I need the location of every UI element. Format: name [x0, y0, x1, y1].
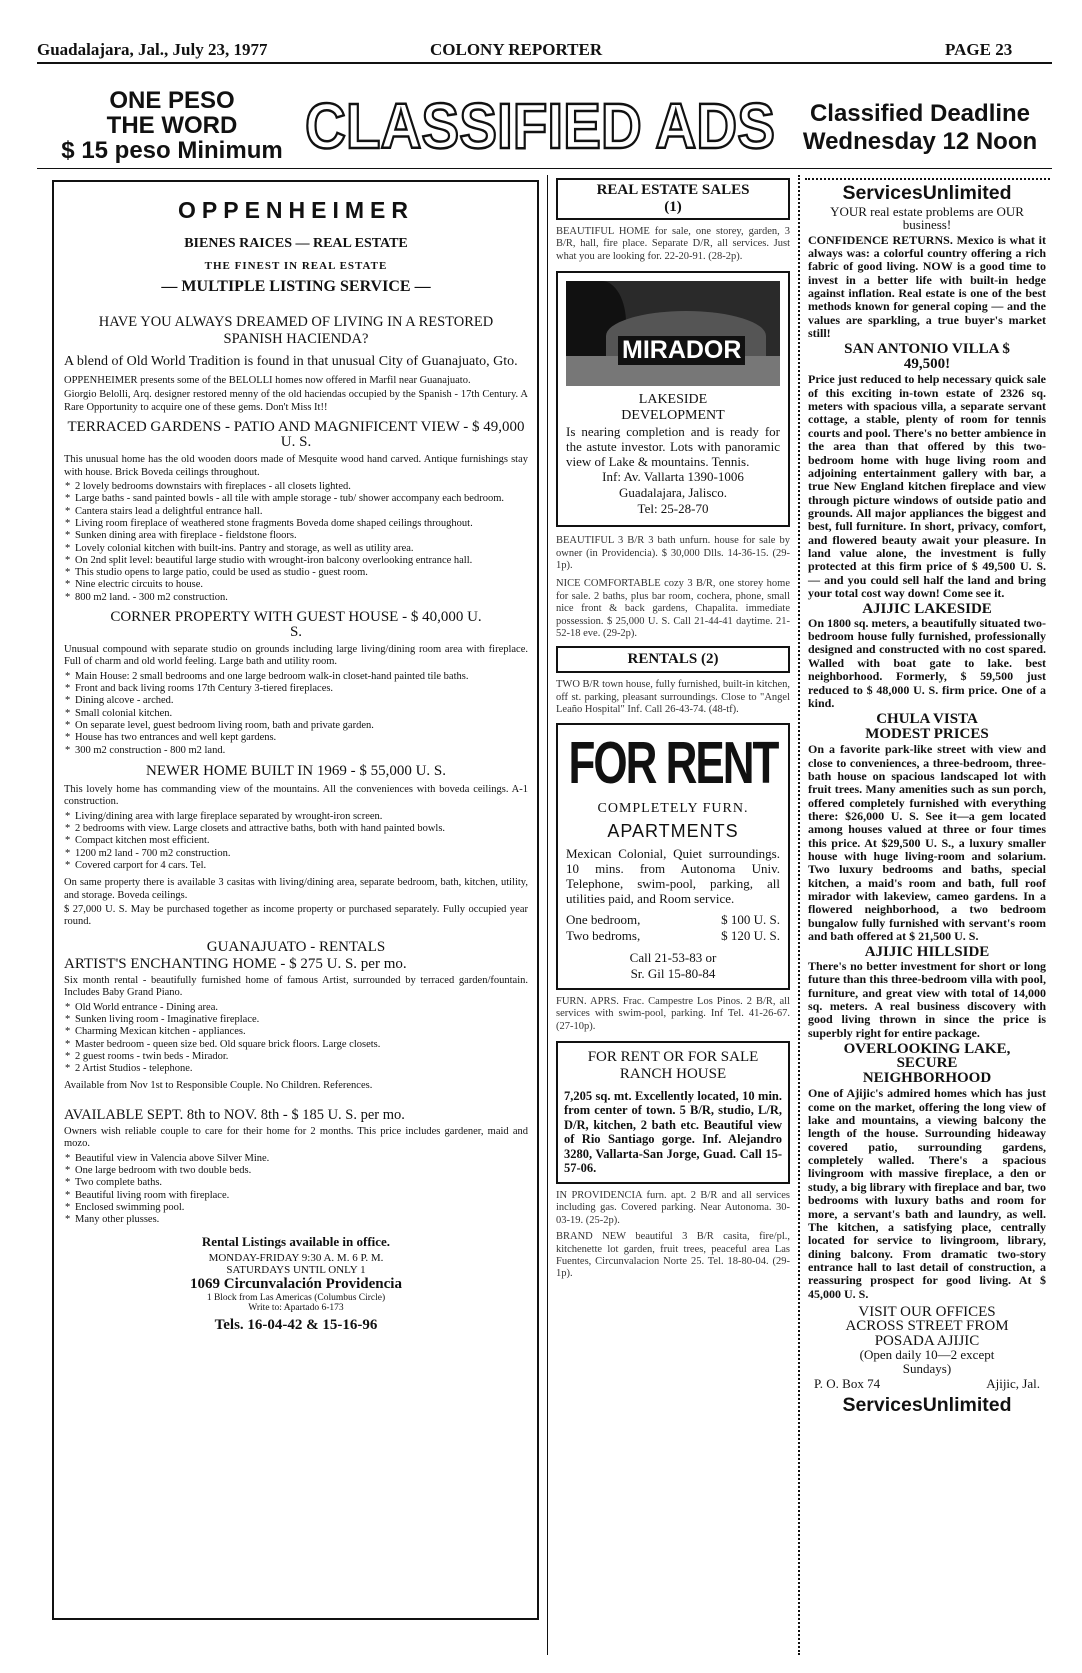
lakeside-text: Is nearing completion and is ready for the astute investor. Lots with panoramic view of Lake & mountains. Tennis. — [566, 424, 780, 470]
footer-line: SATURDAYS UNTIL ONLY 1 — [226, 1264, 366, 1277]
classified-ad: BEAUTIFUL 3 B/R 3 bath unfurn. house for sale by owner (in Providencia). $ 30,000 Dlls. 14-36-15. (29-1p). — [556, 535, 790, 572]
lakeside-city: Guadalajara, Jalisco. — [619, 485, 727, 501]
section-text: Unusual compound with separate studio on grounds including large living/dining room area with fireplace. Full of charm and old world feeling. Large bath and utility room. — [64, 644, 528, 668]
list-item: * Enclosed swimming pool. — [64, 1202, 528, 1214]
services-unlimited-ad — [808, 182, 1046, 1657]
list-item: * House has two entrances and well kept gardens. — [64, 732, 528, 744]
list-item: * Charming Mexican kitchen - appliances. — [64, 1026, 528, 1038]
classified-ad: BRAND NEW beautiful 3 B/R casita, fire/pl., kitchenette lot garden, fruit trees, peaceful area Las Fuentes, Circunvalacion Norte 25. Tel. 18-80-04. (29-1p). — [556, 1231, 790, 1280]
middle-column — [556, 178, 790, 1658]
oppenheimer-content — [64, 193, 528, 1613]
lakeside-subtitle: DEVELOPMENT — [621, 408, 725, 424]
oppenheimer-headline: HAVE YOU ALWAYS DREAMED OF LIVING IN A RESTORED SPANISH HACIENDA? — [98, 314, 494, 347]
footer-line: Rental Listings available in office. — [201, 1234, 391, 1250]
banner-right-line: Classified Deadline — [809, 100, 1031, 127]
for-rent-contact: Sr. Gil 15-80-84 — [630, 965, 716, 981]
oppenheimer-para: OPPENHEIMER presents some of the BELOLLI homes now offered in Marfil near Guanajuato. — [64, 375, 471, 386]
column-divider — [798, 175, 800, 1655]
ranch-house-ad — [556, 1041, 790, 1184]
footer-phones: Tels. 16-04-42 & 15-16-96 — [214, 1317, 378, 1334]
banner-title — [300, 88, 780, 162]
for-rent-title: FOR RENT — [568, 729, 778, 797]
section-text: On same property there is available 3 casitas with living/dining area, separate bedroom, bath, kitchen, utility, and storage. Boveda ceilings. — [64, 877, 528, 901]
list-item: * One large bedroom with two double beds. — [64, 1165, 528, 1177]
office-city: Ajijic, Jal. — [986, 1376, 1040, 1392]
list-item: * Nine electric circuits to house. — [64, 579, 528, 591]
for-rent-price-row — [566, 912, 780, 928]
banner-right — [780, 100, 1060, 156]
listing-text: On a favorite park-like street with view and close to conveniences, a three-bedroom, three-bath house on spacious landscaped lot with fruit trees. Many amenities such as sun porch, offered completely furnished with everything there: $26,000 U. S. See it—a gem located among houses valued at three or four times this price. At $29,500 U. S., a luxury smaller house with huge living-room and solarium. Two luxury bedrooms and baths, special kitchen, a maid's room and bath, full roof mirador with lakeview, cameo gardens. In a flowered neighborhood, a two bedroom bungalow fully furnished with servant's room and bath offered at $ 21,500 U. S. — [808, 742, 1046, 943]
list-item: * Dining alcove - arched. — [64, 695, 528, 707]
services-footer: ServicesUnlimited — [842, 1394, 1012, 1417]
banner-left-line: ONE PESO — [109, 87, 235, 114]
header-publication: COLONY REPORTER — [430, 40, 603, 59]
real-estate-heading — [556, 178, 790, 220]
section-title: GUANAJUATO - RENTALS — [206, 938, 386, 955]
header-rule — [37, 62, 1052, 64]
classified-ad: TWO B/R town house, fully furnished, built-in kitchen, off st. parking, pleasant surroundings. Close to "Angel Leaño Hospital" Inf. Call 26-43-74. (48-tf). — [556, 679, 790, 716]
services-tagline: YOUR real estate problems are OUR business! — [830, 204, 1024, 233]
section-text: Available from Nov 1st to Responsible Couple. No Children. References. — [64, 1080, 373, 1092]
column-divider — [547, 175, 548, 1655]
oppenheimer-line3: — MULTIPLE LISTING SERVICE — — [161, 278, 431, 295]
footer-line: Write to: Apartado 6-173 — [248, 1303, 344, 1314]
ranch-house-text: 7,205 sq. mt. Excellently located, 10 min. from center of town. 5 B/R, studio, L/R, D/R, kitchen, 2 bath etc. Beautiful view of Rio Santiago gorge. Inf. Alejandro 3280, Vallarta-San Jorge, Guad. Call 15-57-06. — [564, 1088, 782, 1176]
section-text: $ 27,000 U. S. May be purchased together as income property or purchased separately. Fully occupied year round. — [64, 904, 528, 928]
list-item: * Main House: 2 small bedrooms and one large bedroom walk-in closet-hand painted tile baths. — [64, 671, 528, 683]
list-item: * Sunken dining area with fireplace - fieldstone floors. — [64, 530, 528, 542]
real-estate-heading-number: (1) — [664, 199, 682, 215]
lakeside-address: Inf: Av. Vallarta 1390-1006 — [602, 469, 744, 485]
listing-title: OVERLOOKING LAKE, SECURE NEIGHBORHOOD — [843, 1040, 1011, 1086]
ranch-house-title: FOR RENT OR FOR SALE RANCH HOUSE — [587, 1048, 759, 1082]
classified-ad: BEAUTIFUL HOME for sale, one storey, garden, 3 B/R, hall, fire place. Separate D/R, all services. Just what you are looking for. 22-20-91. (28-2p). — [556, 226, 790, 262]
office-contact — [808, 1376, 1046, 1392]
classified-ad: NICE COMFORTABLE cozy 3 B/R, one storey home for sale. 2 baths, plus bar room, cochera, phone, small nice front & back gardens, Chapalita. immediate possession. $ 25,000 U. S. Call 21-44-41 daytime. 21-52-18 eve. (29-2p). — [556, 578, 790, 640]
banner-left — [52, 88, 292, 163]
header-page: PAGE 23 — [945, 40, 1013, 59]
list-item: * Two complete baths. — [64, 1177, 528, 1189]
list-item: * Front and back living rooms 17th Century 3-tiered fireplaces. — [64, 683, 528, 695]
listing-title: AJIJIC HILLSIDE — [864, 944, 990, 961]
listing-title: CHULA VISTA MODEST PRICES — [865, 711, 989, 742]
banner-right-line: Wednesday 12 Noon — [802, 128, 1038, 155]
listing-text: One of Ajijic's admired homes which has just come on the market, offering the long view of lake and mountains, a viewing balcony the length of the house. Surrounding hideaway covered patio, surrounding gardens, completely walled. There's a spacious livingroom with massive fireplace, a den or study, a big library with fireplace and bar, two bedrooms with luxury baths and room for more, a servant's bath and laundry, as well. The kitchen, a satisfying place, centrally located for service to livingroom, library, dining balcony. From dramatic two-story entrance hall to last detail of construction, a reassuring prospect for good living. At $ 45,000 U. S. — [808, 1086, 1046, 1301]
banner-title-text: CLASSIFIED ADS — [305, 90, 775, 162]
banner-left-line: THE WORD — [106, 112, 238, 139]
list-item: * Lovely colonial kitchen with built-ins. Pantry and storage, as well as utility area. — [64, 543, 528, 555]
list-item: * 2 guest rooms - twin beds - Mirador. — [64, 1051, 528, 1063]
footer-line: 1069 Circunvalación Providencia — [190, 1276, 402, 1293]
oppenheimer-line2: THE FINEST IN REAL ESTATE — [204, 260, 388, 272]
list-item: * Covered carport for 4 cars. Tel. — [64, 860, 528, 872]
list-item: * 300 m2 construction - 800 m2 land. — [64, 745, 528, 757]
listing-title: AJIJIC LAKESIDE — [862, 601, 992, 618]
oppenheimer-name: OPPENHEIMER — [178, 197, 414, 223]
list-item: * 2 lovely bedrooms downstairs with fireplaces - all closets lighted. — [64, 481, 528, 493]
for-rent-apartments: APARTMENTS — [607, 820, 739, 841]
section-text: This lovely home has commanding view of the mountains. All the conveniences with boveda ceilings. A-1 construction. — [64, 783, 528, 808]
for-rent-unit: Two bedroms, — [566, 927, 641, 943]
section-text: Owners wish reliable couple to care for their home for 2 months. This price includes gardener, maid and mozo. — [64, 1125, 528, 1150]
oppenheimer-para: Giorgio Belolli, Arq. designer restored menny of the old haciendas occupied by the Spanish - 17th Century. A Rare Opportunity to acquire one of these gems. Don't Miss It!! — [64, 389, 528, 413]
section-title: TERRACED GARDENS - PATIO AND MAGNIFICENT VIEW - $ 49,000 U. S. — [67, 419, 525, 451]
mirador-photo — [566, 281, 780, 386]
list-item: * Master bedroom - queen size bed. Old square brick floors. Large closets. — [64, 1039, 528, 1051]
classified-ad: IN PROVIDENCIA furn. apt. 2 B/R and all services including gas. Covered parking. Near Autonoma. 30-03-19. (25-2p). — [556, 1189, 790, 1226]
section-title: AVAILABLE SEPT. 8th to NOV. 8th - $ 185 U. S. per mo. — [64, 1106, 405, 1123]
list-item: * Cantera stairs lead a delightful entrance hall. — [64, 506, 528, 518]
section-text: This unusual home has the old wooden doors made of Mesquite wood hand carved. Antique furnishings stay with house. Brick Boveda ceilings throughout. — [64, 454, 528, 478]
lakeside-title: LAKESIDE — [638, 392, 708, 408]
list-item: * Compact kitchen most efficient. — [64, 835, 528, 847]
for-rent-text: Mexican Colonial, Quiet surroundings. 10 mins. from Autonoma Univ. Telephone, swim-pool, parking, all utilities paid, and Room service. — [566, 845, 780, 906]
for-rent-price: $ 120 U. S. — [721, 927, 780, 943]
listing-title: SAN ANTONIO VILLA $ 49,500! — [844, 341, 1010, 372]
list-item: * Beautiful view in Valencia above Silver Mine. — [64, 1153, 528, 1165]
listing-text: On 1800 sq. meters, a beautifully situated two-bedroom house fully furnished, professionally designed and constructed with no cost spared. Walled with boat gate to lake. best neighborhood. Formerly, $ 59,500 just reduced to $ 48,000 U. S. firm price. One of a kind. — [808, 615, 1046, 710]
section-title: NEWER HOME BUILT IN 1969 - $ 55,000 U. S. — [146, 762, 446, 779]
list-item: * Small colonial kitchen. — [64, 708, 528, 720]
services-para: CONFIDENCE RETURNS. Mexico is what it always was: a colorful country offering a rich fabric of good living. NOW is a good time to invest in a better life with built-in hedge against inflation. Real estate is one of the best methods known for general coping — and the values are sparkling, a true buyer's market still! — [808, 232, 1046, 341]
footer-line: MONDAY-FRIDAY 9:30 A. M. 6 P. M. — [208, 1252, 384, 1265]
lakeside-phone: Tel: 25-28-70 — [637, 501, 709, 517]
list-item: * Many other plusses. — [64, 1214, 528, 1226]
list-item: * 1200 m2 land - 700 m2 construction. — [64, 848, 528, 860]
banner-left-line: $ 15 peso Minimum — [61, 137, 283, 164]
for-rent-ad — [556, 723, 790, 990]
banner-rule — [37, 168, 1052, 169]
listing-text: There's no better investment for short or long future than this three-bedroom villa with pool, furniture, and great view with total of 14,000 sq. meters. A real business discovery with good living thrown in since the price is superbly right for entire package. — [808, 958, 1046, 1040]
oppenheimer-intro: A blend of Old World Tradition is found in that unusual City of Guanajuato, Gto. — [64, 354, 518, 369]
list-item: * On 2nd split level: beautiful large studio with wrought-iron balcony overlooking entrance hall. — [64, 555, 528, 567]
for-rent-subtitle: COMPLETELY FURN. — [597, 800, 749, 816]
list-item: * Living room fireplace of weathered stone fragments Boveda dome shaped ceilings throughout. — [64, 518, 528, 530]
list-item: * Old World entrance - Dining area. — [64, 1002, 528, 1014]
footer-line: 1 Block from Las Americas (Columbus Circle) — [206, 1293, 386, 1304]
section-text: Six month rental - beautifully furnished home of famous Artist, surrounded by terraced garden/fountain. Includes Baby Grand Piano. — [64, 974, 528, 999]
office-hours: (Open daily 10—2 except Sundays) — [859, 1347, 995, 1377]
list-item: * 2 Artist Studios - telephone. — [64, 1063, 528, 1075]
for-rent-price: $ 100 U. S. — [721, 911, 780, 927]
section-title: ARTIST'S ENCHANTING HOME - $ 275 U. S. per mo. — [64, 955, 407, 972]
list-item: * 2 bedrooms with view. Large closets and attractive baths, both with hand painted bowls. — [64, 823, 528, 835]
list-item: * Sunken living room - Imaginative fireplace. — [64, 1014, 528, 1026]
oppenheimer-line1: BIENES RAICES — REAL ESTATE — [184, 236, 408, 251]
services-header: ServicesUnlimited — [842, 182, 1012, 204]
list-item: * 800 m2 land. - 300 m2 construction. — [64, 592, 528, 604]
list-item: * Living/dining area with large fireplace separated by wrought-iron screen. — [64, 811, 528, 823]
office-po-box: P. O. Box 74 — [814, 1376, 881, 1392]
list-item: * On separate level, guest bedroom living room, bath and private garden. — [64, 720, 528, 732]
header-date: Guadalajara, Jal., July 23, 1977 — [37, 40, 268, 59]
office-visit: VISIT OUR OFFICES ACROSS STREET FROM POSADA AJIJIC — [845, 1303, 1009, 1349]
mirador-ad — [556, 271, 790, 527]
list-item: * This studio opens to large patio, could be used as studio - guest room. — [64, 567, 528, 579]
section-title: CORNER PROPERTY WITH GUEST HOUSE - $ 40,000 U. S. — [110, 609, 482, 640]
for-rent-price-row — [566, 928, 780, 944]
real-estate-heading-title: REAL ESTATE SALES — [596, 182, 750, 198]
classified-ad: FURN. APRS. Frac. Campestre Los Pinos. 2 B/R, all services with swim-pool, parking. Inf Tel. 41-26-67. (27-10p). — [556, 995, 790, 1032]
services-border-top — [805, 178, 1050, 180]
listing-text: Price just reduced to help necessary quick sale of this exciting in-town estate of 2326 sq. meters with spacious villa, a separate servant cottage, a stable, plenty of room for tennis courts and pool. There's no better ambience in the area than that offered by this two-bedroom home with huge living room and adjoining entertainment gallery with bar, a true New England kitchen fireplace and view through picture windows of outside patio and grounds. All major appliances the biggest and best, full furniture. In short, privacy, comfort, and flowered beauty await your pleasure. In land value alone, the investment is fully protected at this firm price of $ 49,500 U. S. — and you could sell half the land and bring your total cost way down! Come see it. — [808, 372, 1046, 600]
for-rent-contact: Call 21-53-83 or — [629, 949, 717, 965]
list-item: * Beautiful living room with fireplace. — [64, 1190, 528, 1202]
for-rent-unit: One bedroom, — [566, 911, 641, 927]
mirador-logo: MIRADOR — [618, 336, 745, 365]
list-item: * Large baths - sand painted bowls - all tile with ample storage - tub/ shower accompany each bedroom. — [64, 493, 528, 505]
rentals-heading: RENTALS (2) — [556, 646, 790, 673]
